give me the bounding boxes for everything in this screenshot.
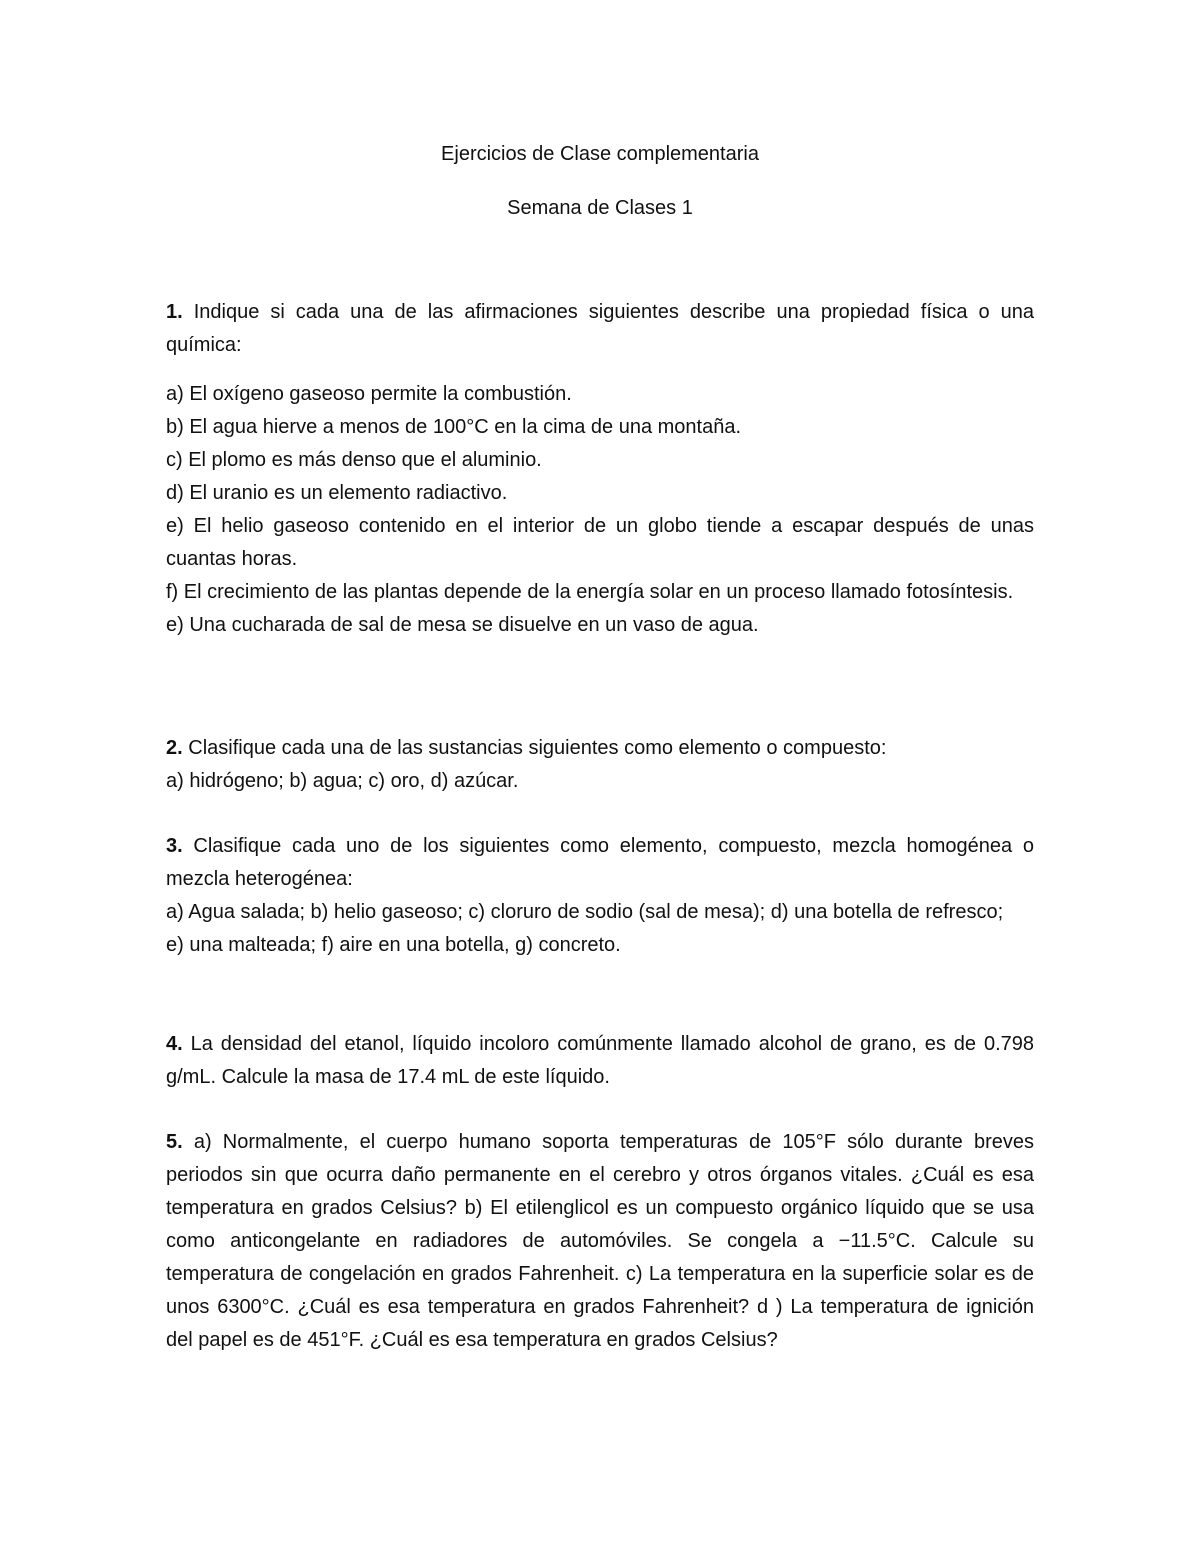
list-item: f) El crecimiento de las plantas depende de la energía solar en un proceso llamado fotosíntesis. [166, 581, 1014, 603]
question-number: 4. [166, 1033, 183, 1055]
list-item: a) hidrógeno; b) agua; c) oro, d) azúcar. [166, 770, 519, 792]
question-text: La densidad del etanol, líquido incoloro comúnmente llamado alcohol de grano, es de 0.798 g/mL. Calcule la masa de 17.4 mL de este líquido. [166, 1033, 1034, 1088]
question-3-prompt [166, 830, 1034, 896]
question-4 [166, 1028, 1034, 1094]
question-text: Indique si cada una de las afirmaciones siguientes describe una propiedad física o una química: [166, 301, 1034, 356]
question-2 [166, 732, 1034, 798]
list-item: e) una malteada; f) aire en una botella, g) concreto. [166, 934, 621, 956]
question-5-prompt [166, 1126, 1034, 1357]
question-3 [166, 830, 1034, 962]
question-number: 5. [166, 1131, 183, 1153]
question-number: 1. [166, 301, 183, 323]
list-item: a) El oxígeno gaseoso permite la combustión. [166, 383, 572, 405]
document-title: Ejercicios de Clase complementaria [441, 143, 759, 165]
question-1-items [166, 378, 1034, 642]
question-number: 3. [166, 835, 183, 857]
question-5 [166, 1126, 1034, 1357]
question-1-prompt [166, 296, 1034, 362]
list-item: d) El uranio es un elemento radiactivo. [166, 482, 508, 504]
question-number: 2. [166, 737, 183, 759]
question-text: Clasifique cada uno de los siguientes como elemento, compuesto, mezcla homogénea o mezcla heterogénea: [166, 835, 1034, 890]
list-item: e) Una cucharada de sal de mesa se disuelve en un vaso de agua. [166, 614, 759, 636]
question-2-prompt [166, 732, 1034, 765]
question-text: a) Normalmente, el cuerpo humano soporta temperaturas de 105°F sólo durante breves periodos sin que ocurra daño permanente en el cerebro y otros órganos vitales. ¿Cuál es esa temperatura en grados Celsius? b) El etilenglicol es un compuesto orgánico líquido que se usa como anticongelante en radiadores de automóviles. Se congela a −11.5°C. Calcule su temperatura de congelación en grados Fahrenheit. c) La temperatura en la superficie solar es de unos 6300°C. ¿Cuál es esa temperatura en grados Fahrenheit? d ) La temperatura de ignición del papel es de 451°F. ¿Cuál es esa temperatura en grados Celsius? [166, 1131, 1034, 1351]
question-text: Clasifique cada una de las sustancias siguientes como elemento o compuesto: [188, 737, 887, 759]
list-item: a) Agua salada; b) helio gaseoso; c) cloruro de sodio (sal de mesa); d) una botella de refresco; [166, 901, 1004, 923]
question-4-prompt [166, 1028, 1034, 1094]
document-subtitle: Semana de Clases 1 [507, 197, 693, 219]
list-item: c) El plomo es más denso que el aluminio. [166, 449, 542, 471]
list-item: e) El helio gaseoso contenido en el interior de un globo tiende a escapar después de unas cuantas horas. [166, 515, 1034, 570]
list-item: b) El agua hierve a menos de 100°C en la cima de una montaña. [166, 416, 742, 438]
question-1 [166, 296, 1034, 642]
